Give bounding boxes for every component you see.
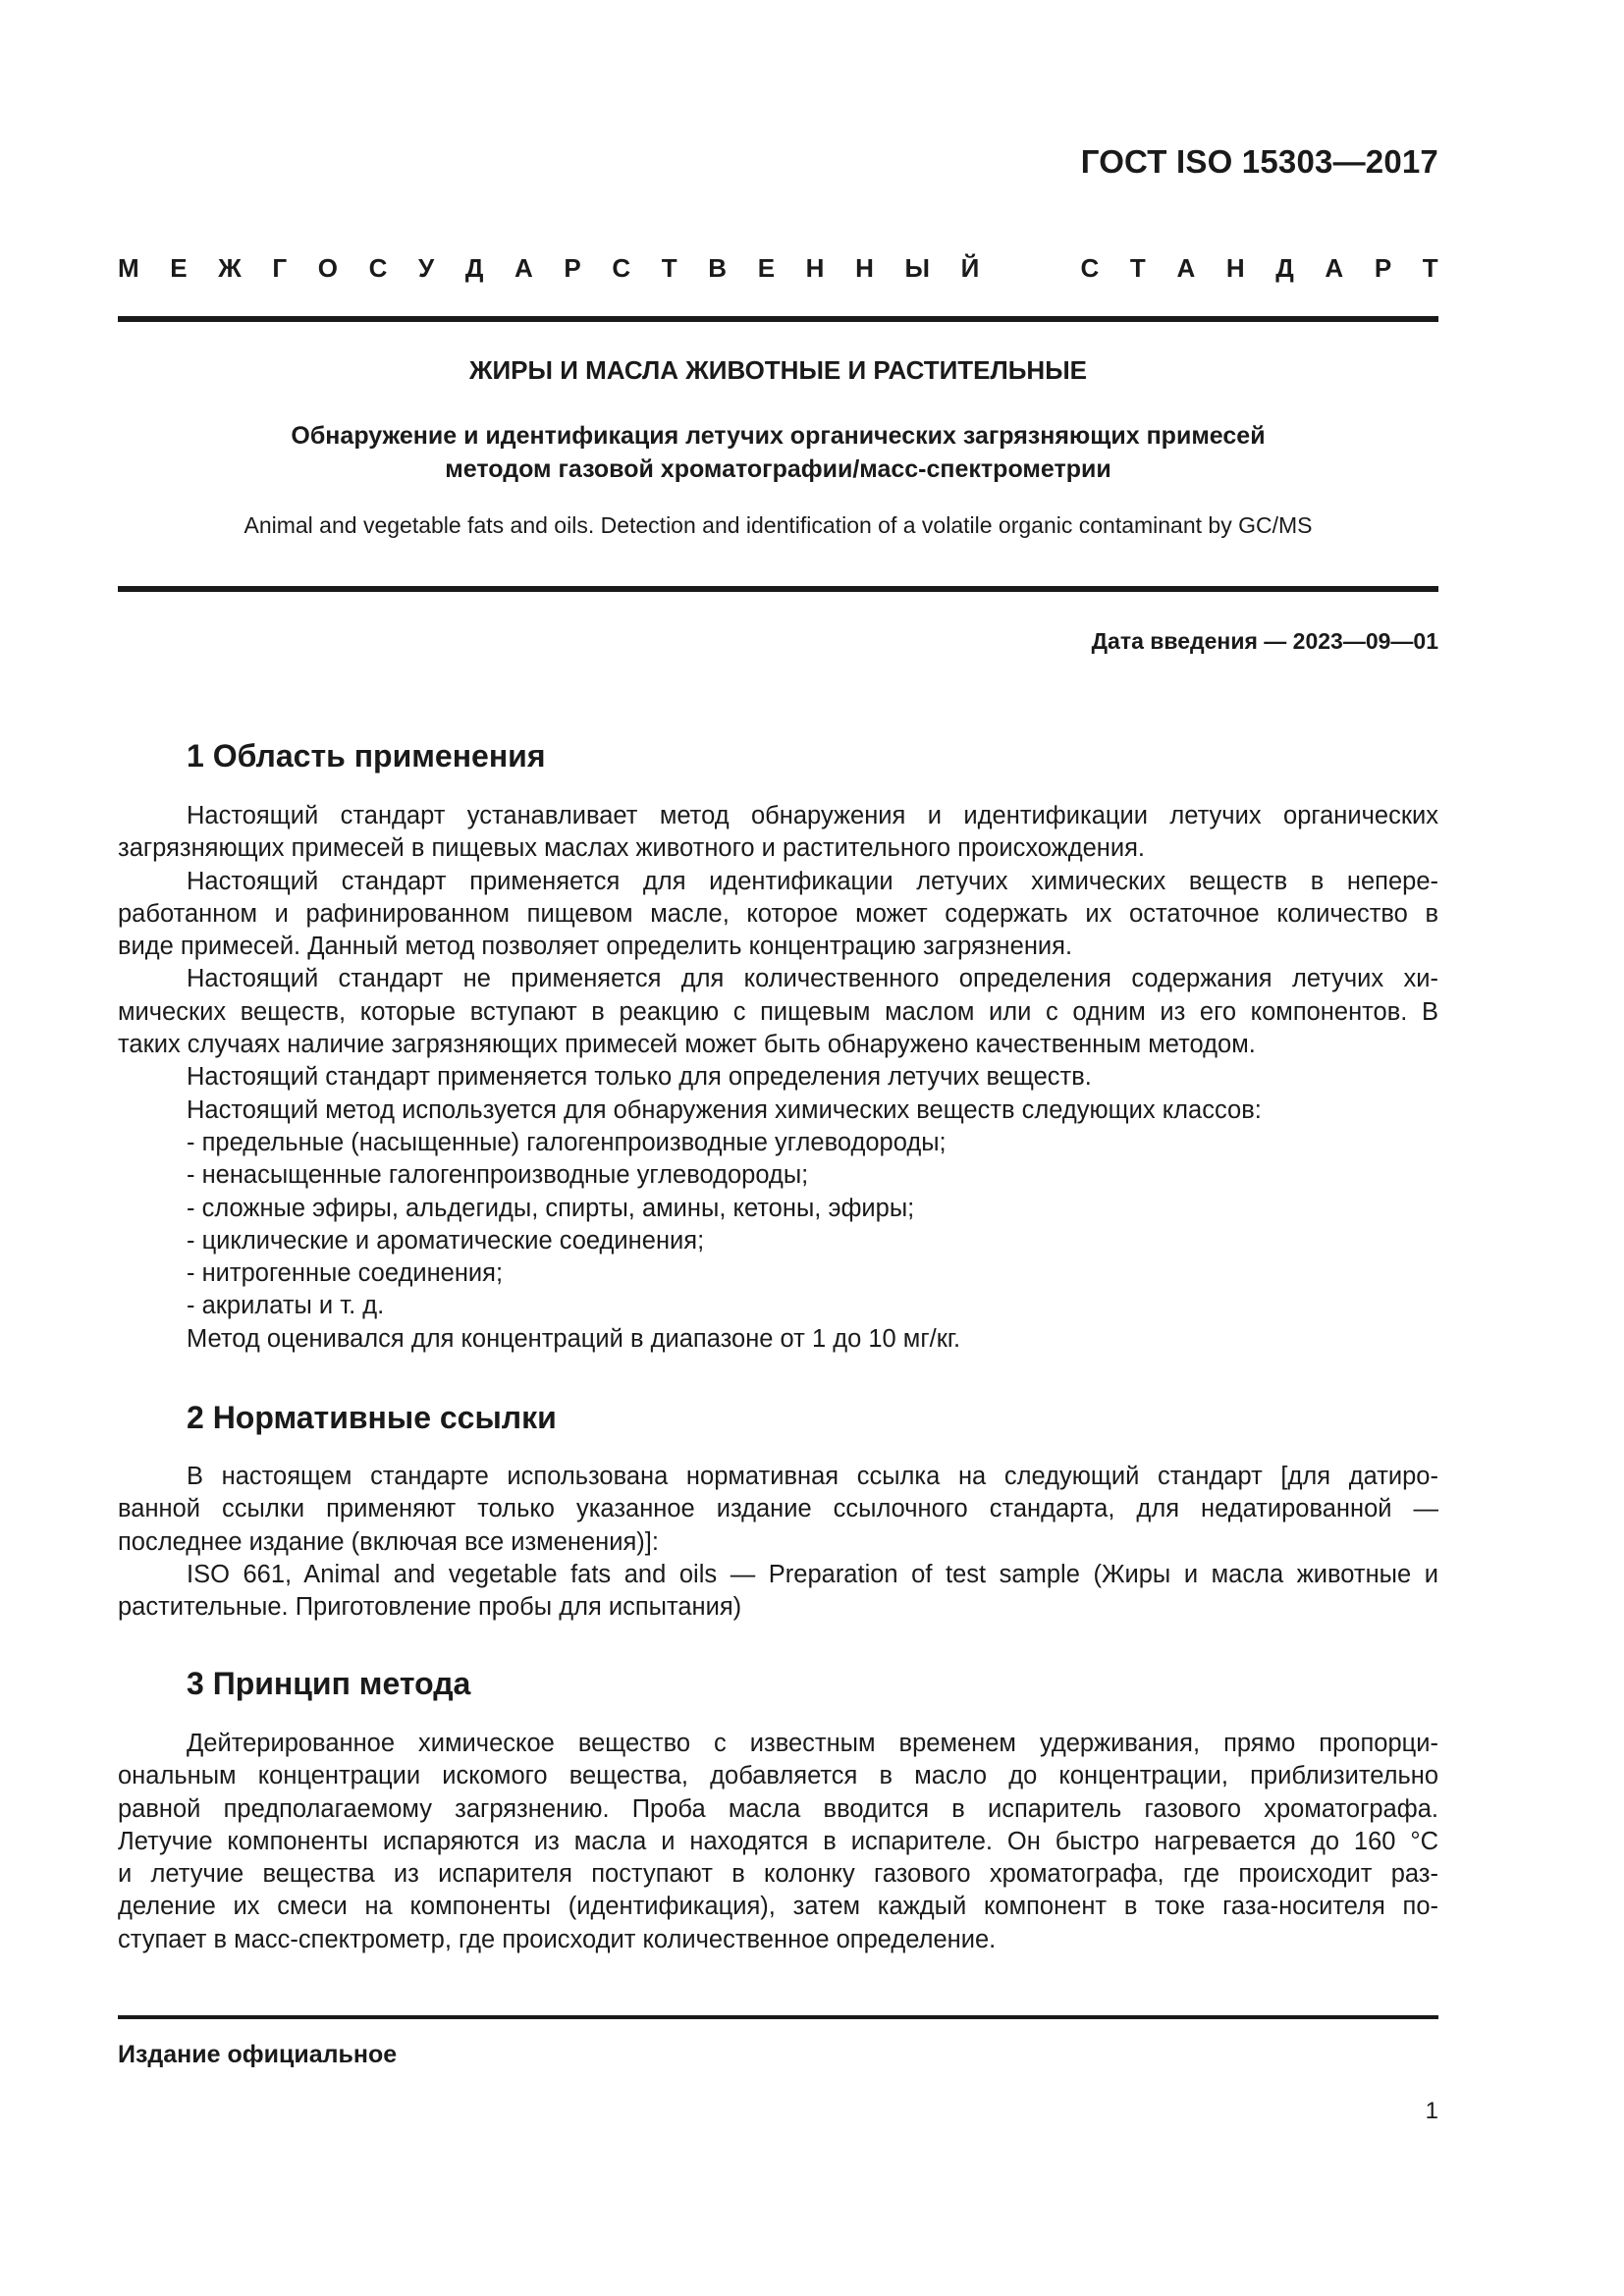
introduction-date: Дата введения — 2023—09—01 <box>1091 628 1438 654</box>
paragraph-line: Настоящий стандарт применяется только для определения летучих веществ. <box>187 1063 1092 1092</box>
section-heading: 3 Принцип метода <box>187 1666 471 1701</box>
document-page <box>118 0 1438 2296</box>
paragraph-line: ональным концентрации искомого вещества, добавляется в масло до концентрации, приблизительно <box>118 1762 1438 1790</box>
heading-letter: Н <box>1225 253 1245 283</box>
letter-gap <box>1010 253 1050 284</box>
heading-letter: Р <box>564 253 581 283</box>
page-number: 1 <box>1425 2098 1438 2124</box>
paragraph-line: Летучие компоненты испаряются из масла и находятся в испарителе. Он быстро нагревается до 160 °С <box>118 1827 1438 1855</box>
paragraph-line: Настоящий стандарт применяется для идентификации летучих химических веществ в непере- <box>187 867 1438 895</box>
paragraph-line: Настоящий стандарт не применяется для количественного определения содержания летучих хи- <box>187 965 1438 993</box>
heading-letter: А <box>1176 253 1196 283</box>
paragraph-line: загрязняющих примесей в пищевых маслах животного и растительного происхождения. <box>118 834 1146 863</box>
paragraph-line: таких случаях наличие загрязняющих примесей может быть обнаружено качественным методом. <box>118 1031 1256 1059</box>
heading-letter: С <box>368 253 388 283</box>
paragraph-line: В настоящем стандарте использована нормативная ссылка на следующий стандарт [для датиро- <box>187 1463 1438 1490</box>
paragraph-line: - циклические и ароматические соединения; <box>187 1226 705 1255</box>
section-body <box>118 800 1438 1356</box>
paragraph-line: Настоящий метод используется для обнаружения химических веществ следующих классов: <box>187 1095 1262 1124</box>
paragraph-line: - сложные эфиры, альдегиды, спирты, амины, кетоны, эфиры; <box>187 1194 915 1222</box>
paragraph-line: виде примесей. Данный метод позволяет определить концентрацию загрязнения. <box>118 933 1073 961</box>
paragraph-line: работанном и рафинированном пищевом масле, которое может содержать их остаточное количество в <box>118 899 1438 928</box>
section-heading: 1 Область применения <box>187 738 546 774</box>
paragraph-line: - нитрогенные соединения; <box>187 1259 504 1288</box>
paragraph-line: Дейтерированное химическое вещество с известным временем удерживания, прямо пропорци- <box>187 1730 1438 1757</box>
heading-letter: Е <box>170 253 188 283</box>
interstate-standard-heading <box>118 253 1438 284</box>
heading-letter: В <box>708 253 728 283</box>
heading-letter: Е <box>757 253 776 283</box>
heading-letter: Т <box>1129 253 1146 283</box>
heading-letter: С <box>612 253 631 283</box>
english-title: Animal and vegetable fats and oils. Detection and identification of a volatile organic contaminant by GC/MS <box>244 512 1313 538</box>
paragraph-line: мических веществ, которые вступают в реакцию с пищевым маслом или с одним из его компонентов. В <box>118 997 1438 1026</box>
heading-letter: Д <box>464 253 484 283</box>
heading-letter: Ы <box>904 253 930 283</box>
title-bottom-rule <box>118 586 1438 592</box>
subtitle-line: методом газовой хроматографии/масс-спектрометрии <box>445 455 1111 483</box>
paragraph-line: - предельные (насыщенные) галогенпроизводные углеводороды; <box>187 1128 947 1156</box>
top-rule <box>118 316 1438 322</box>
paragraph-line: и летучие вещества из испарителя поступают в колонку газового хроматографа, где происходит раз- <box>118 1860 1438 1889</box>
heading-letter: Й <box>960 253 980 283</box>
heading-letter: Р <box>1374 253 1392 283</box>
heading-letter: Т <box>661 253 677 283</box>
section-body <box>118 1728 1438 1956</box>
section-body <box>118 1461 1438 1624</box>
paragraph-line: Настоящий стандарт устанавливает метод обнаружения и идентификации летучих органических <box>187 802 1438 829</box>
section-heading: 2 Нормативные ссылки <box>187 1400 557 1435</box>
heading-letter: Ж <box>218 253 242 283</box>
document-main-title: ЖИРЫ И МАСЛА ЖИВОТНЫЕ И РАСТИТЕЛЬНЫЕ <box>468 355 1087 385</box>
heading-letter: М <box>118 253 139 283</box>
heading-letter: Т <box>1422 253 1438 283</box>
heading-letter: Д <box>1275 253 1294 283</box>
paragraph-line: равной предполагаемому загрязнению. Проба масла вводится в испаритель газового хроматографа. <box>118 1794 1438 1823</box>
heading-letter: А <box>1325 253 1344 283</box>
paragraph-line: Метод оценивался для концентраций в диапазоне от 1 до 10 мг/кг. <box>187 1324 961 1353</box>
heading-letter: Н <box>805 253 825 283</box>
document-subtitle <box>118 419 1438 486</box>
paragraph-line: растительные. Приготовление пробы для испытания) <box>118 1593 742 1622</box>
paragraph-line: последнее издание (включая все изменения)]: <box>118 1527 659 1556</box>
heading-letter: С <box>1080 253 1100 283</box>
footer-rule <box>118 2015 1438 2019</box>
heading-letter: Г <box>272 253 288 283</box>
official-edition-label: Издание официальное <box>118 2041 398 2068</box>
paragraph-line: - акрилаты и т. д. <box>187 1292 385 1320</box>
paragraph-line: ступает в масс-спектрометр, где происходит количественное определение. <box>118 1925 997 1953</box>
subtitle-line: Обнаружение и идентификация летучих органических загрязняющих примесей <box>291 422 1266 450</box>
heading-letter: О <box>317 253 338 283</box>
paragraph-line: деление их смеси на компоненты (идентификация), затем каждый компонент в токе газа-носителя по- <box>118 1893 1438 1921</box>
heading-letter: А <box>514 253 533 283</box>
heading-letter: У <box>418 253 435 283</box>
paragraph-line: ISO 661, Animal and vegetable fats and oils — Preparation of test sample (Жиры и масла животные и <box>187 1560 1438 1588</box>
standard-number: ГОСТ ISO 15303—2017 <box>1080 143 1438 180</box>
paragraph-line: - ненасыщенные галогенпроизводные углеводороды; <box>187 1161 809 1190</box>
heading-letter: Н <box>855 253 874 283</box>
paragraph-line: ванной ссылки применяют только указанное издание ссылочного стандарта, для недатированной — <box>118 1495 1438 1523</box>
